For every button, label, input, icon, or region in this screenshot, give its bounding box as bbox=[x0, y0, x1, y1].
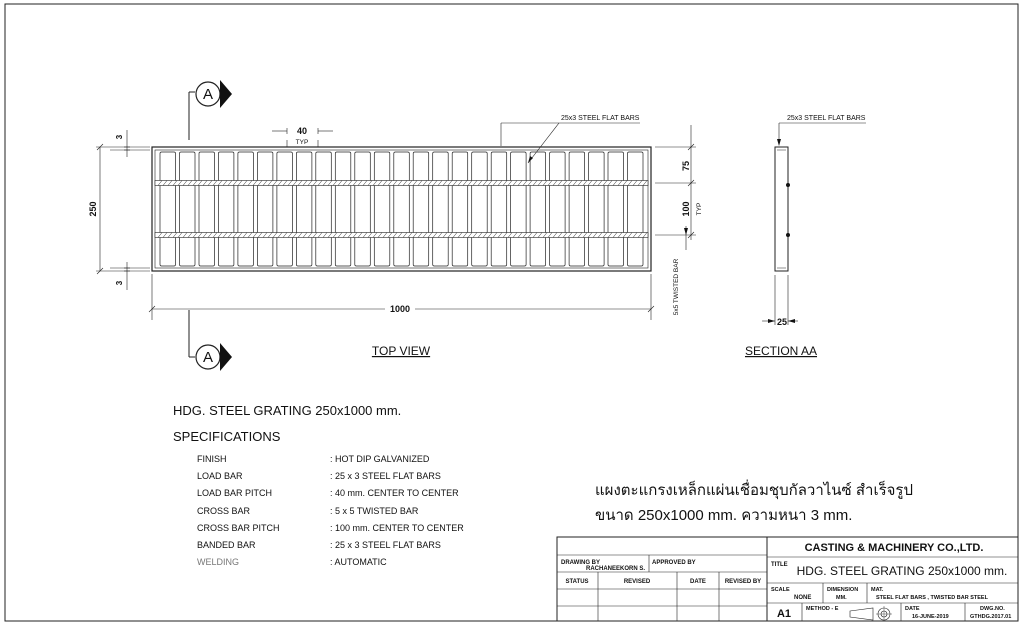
dim-40-typ: TYP bbox=[295, 139, 309, 146]
load-bar bbox=[218, 152, 234, 266]
date-value: 16-JUNE-2019 bbox=[912, 614, 949, 620]
section-callout-label: 25x3 STEEL FLAT BARS bbox=[787, 115, 866, 122]
grating-outline bbox=[152, 147, 651, 271]
section-marker-label: A bbox=[202, 86, 214, 103]
dimension-label: DIMENSION bbox=[827, 587, 859, 593]
load-bar bbox=[296, 152, 312, 266]
spec-heading: SPECIFICATIONS bbox=[173, 429, 281, 444]
spec-row bbox=[197, 557, 387, 567]
revised-by-col: REVISED BY bbox=[724, 579, 762, 585]
spec-value: : 40 mm. CENTER TO CENTER bbox=[330, 488, 459, 499]
projection-symbol bbox=[850, 606, 892, 621]
dimension-value: MM. bbox=[836, 595, 847, 601]
spec-row bbox=[197, 471, 441, 481]
section-marker-label: A bbox=[202, 349, 214, 366]
spec-label: LOAD BAR bbox=[197, 471, 243, 482]
mat-value: STEEL FLAT BARS , TWISTED BAR STEEL bbox=[876, 595, 988, 601]
method-label: METHOD - E bbox=[806, 606, 839, 612]
drawing-by-label: DRAWING BY bbox=[561, 560, 600, 566]
thai-description-line1: แผงตะแกรงเหล็กแผ่นเชื่อมชุบกัลวาไนซ์ สำเร็จรูป bbox=[595, 482, 914, 499]
dim-1000-label: 1000 bbox=[389, 304, 411, 314]
load-bar bbox=[355, 152, 371, 266]
section-width-label: 25 bbox=[776, 317, 788, 327]
load-bar bbox=[335, 152, 351, 266]
load-bar bbox=[628, 152, 644, 266]
load-bar bbox=[199, 152, 215, 266]
load-bar bbox=[257, 152, 273, 266]
load-bar bbox=[550, 152, 566, 266]
callout-flat-bars bbox=[501, 115, 640, 163]
dim-right bbox=[655, 125, 703, 315]
dim-3-bottom-label: 3 bbox=[115, 280, 124, 286]
section-aa bbox=[762, 115, 866, 327]
spec-label: CROSS BAR PITCH bbox=[197, 522, 280, 533]
twisted-bar-label: 5x5 TWISTED BAR bbox=[673, 258, 680, 316]
load-bar bbox=[530, 152, 546, 266]
load-bar bbox=[511, 152, 526, 266]
spec-value: : 5 x 5 TWISTED BAR bbox=[330, 505, 419, 516]
scale-label: SCALE bbox=[771, 587, 790, 593]
top-view-plan bbox=[152, 147, 651, 271]
spec-row bbox=[197, 488, 459, 498]
revised-col: REVISED bbox=[623, 579, 651, 585]
company-name: CASTING & MACHINERY CO.,LTD. bbox=[804, 542, 984, 554]
dim-250-label: 250 bbox=[88, 201, 98, 217]
load-bar bbox=[394, 152, 410, 266]
dwg-label: DWG.NO. bbox=[980, 606, 1005, 612]
mat-label: MAT. bbox=[871, 587, 884, 593]
load-bar bbox=[413, 152, 429, 266]
load-bar bbox=[316, 152, 332, 266]
approved-by-label: APPROVED BY bbox=[652, 560, 696, 566]
spec-value: : HOT DIP GALVANIZED bbox=[330, 454, 430, 464]
spec-value: : 25 x 3 STEEL FLAT BARS bbox=[330, 540, 441, 550]
dim-100-typ: TYP bbox=[696, 202, 703, 216]
sheet-size: A1 bbox=[776, 608, 792, 620]
drawing-title: HDG. STEEL GRATING 250x1000 mm. bbox=[796, 564, 1008, 578]
load-bar bbox=[491, 152, 507, 266]
dim-100-label: 100 bbox=[681, 201, 691, 217]
spec-value: : 25 x 3 STEEL FLAT BARS bbox=[330, 471, 441, 482]
load-bar bbox=[589, 152, 605, 266]
load-bars bbox=[160, 152, 643, 266]
dim-left bbox=[88, 130, 150, 290]
dwg-value: GTHDG.2017.01 bbox=[970, 614, 1012, 620]
cross-bars bbox=[155, 181, 648, 238]
section-marker-bottom bbox=[189, 310, 232, 371]
load-bar bbox=[374, 152, 390, 266]
spec-title: HDG. STEEL GRATING 250x1000 mm. bbox=[173, 403, 402, 418]
drawing-by-name: RACHANEEKORN S. bbox=[586, 566, 646, 572]
spec-value: : 100 mm. CENTER TO CENTER bbox=[330, 522, 464, 533]
spec-row bbox=[197, 523, 464, 533]
load-bar bbox=[238, 152, 254, 266]
load-bar bbox=[180, 152, 196, 266]
load-bar bbox=[472, 152, 488, 266]
spec-row bbox=[197, 506, 418, 516]
load-bar bbox=[608, 152, 624, 266]
dim-load-bar-pitch bbox=[272, 126, 333, 147]
spec-label: WELDING bbox=[197, 557, 240, 568]
banded-bar-inner bbox=[155, 150, 648, 268]
load-bar bbox=[433, 152, 449, 266]
sheet-border bbox=[5, 4, 1018, 621]
callout-flat-bars-label: 25x3 STEEL FLAT BARS bbox=[561, 115, 640, 122]
load-bar bbox=[569, 152, 585, 266]
load-bar bbox=[160, 152, 176, 266]
dim-75-label: 75 bbox=[681, 160, 691, 172]
scale-value: NONE bbox=[794, 595, 812, 601]
dim-40-label: 40 bbox=[296, 126, 308, 136]
spec-label: FINISH bbox=[197, 454, 227, 464]
dim-length bbox=[149, 274, 654, 320]
section-flat-bar bbox=[775, 147, 788, 271]
spec-row bbox=[197, 454, 429, 464]
title-block bbox=[557, 537, 1018, 621]
load-bar bbox=[452, 152, 468, 266]
dim-3-top-label: 3 bbox=[115, 134, 124, 140]
thai-description-line2: ขนาด 250x1000 mm. ความหนา 3 mm. bbox=[595, 507, 853, 524]
section-view-title: SECTION AA bbox=[744, 344, 818, 358]
load-bar bbox=[277, 152, 293, 266]
top-view-title: TOP VIEW bbox=[371, 344, 431, 358]
spec-label: CROSS BAR bbox=[197, 505, 251, 516]
date-col: DATE bbox=[690, 579, 706, 585]
title-label: TITLE bbox=[771, 562, 788, 568]
spec-label: BANDED BAR bbox=[197, 540, 256, 550]
date-label: DATE bbox=[905, 606, 920, 612]
spec-label: LOAD BAR PITCH bbox=[197, 488, 273, 499]
spec-row bbox=[197, 540, 441, 550]
section-marker-top bbox=[189, 80, 232, 140]
spec-value: : AUTOMATIC bbox=[330, 557, 387, 568]
status-col: STATUS bbox=[565, 579, 589, 585]
